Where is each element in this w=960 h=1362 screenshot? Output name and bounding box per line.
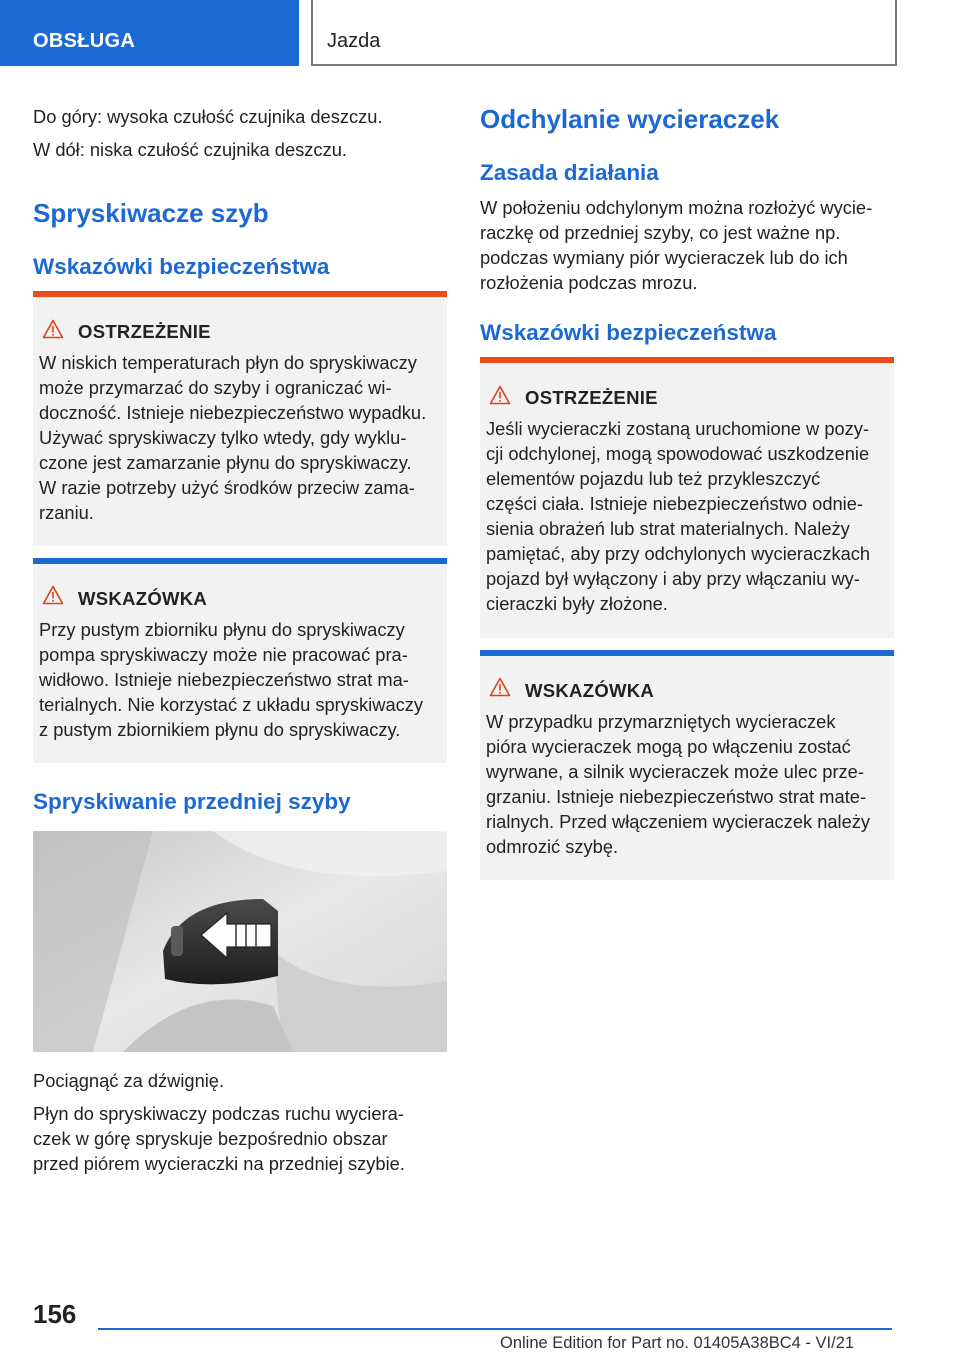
warning-line: W razie potrzeby użyć środków przeciw zama- — [39, 477, 415, 498]
note-line: rialnych. Przed włączeniem wycieraczek należy — [486, 811, 871, 832]
note-line: widłowo. Istnieje niebezpieczeństwo strat ma- — [39, 669, 409, 690]
warning-triangle-icon — [42, 319, 64, 339]
warning-line: Jeśli wycieraczki zostaną uruchomione w pozy- — [486, 418, 870, 439]
note-line: pióra wycieraczek mogą po włączeniu zostać — [486, 736, 851, 757]
warning-bar — [480, 357, 894, 363]
chapter-header — [311, 0, 897, 66]
warning-line: elementów pojazdu lub też przykleszczyć — [486, 468, 821, 489]
note-bar — [33, 558, 447, 564]
heading-safety-right: Wskazówki bezpieczeństwa — [480, 320, 777, 345]
note-box-wipers — [480, 650, 894, 880]
fluid-line: przed piórem wycieraczki na przedniej szybie. — [33, 1153, 405, 1174]
warning-line: części ciała. Istnieje niebezpieczeństwo odnie- — [486, 493, 863, 514]
note-bar — [480, 650, 894, 656]
note-title: WSKAZÓWKA — [525, 680, 655, 701]
principle-paragraph — [480, 195, 894, 295]
warning-box-washers — [33, 291, 447, 546]
fluid-line: czek w górę spryskuje bezpośrednio obszar — [33, 1128, 388, 1149]
footer-divider — [98, 1328, 892, 1330]
note-line: wyrwane, a silnik wycieraczek może ulec prze- — [486, 761, 864, 782]
section-title: OBSŁUGA — [33, 30, 136, 52]
warning-line: cieraczki były złożone. — [486, 593, 668, 614]
heading-fold-wipers: Odchylanie wycieraczek — [480, 104, 780, 134]
pull-lever-text: Pociągnąć za dźwignię. — [33, 1070, 225, 1091]
note-line: W przypadku przymarzniętych wycieraczek — [486, 711, 836, 732]
rain-sensor-up-text: Do góry: wysoka czułość czujnika deszczu. — [33, 106, 383, 127]
warning-line: cji odchylonej, mogą spowodować uszkodzenie — [486, 443, 870, 464]
wiper-lever-image — [33, 831, 447, 1052]
note-line: z pustym zbiornikiem płynu do spryskiwaczy. — [39, 719, 401, 740]
heading-principle: Zasada działania — [480, 160, 659, 185]
principle-line: rozłożenia podczas mrozu. — [480, 272, 698, 293]
principle-line: podczas wymiany piór wycieraczek lub do ich — [480, 247, 848, 268]
heading-front-washing: Spryskiwanie przedniej szyby — [33, 789, 351, 814]
warning-triangle-icon — [42, 585, 64, 605]
warning-line: doczność. Istnieje niebezpieczeństwo wypadku. — [39, 402, 427, 423]
note-line: pompa spryskiwaczy może nie pracować pra- — [39, 644, 408, 665]
warning-line: Używać spryskiwaczy tylko wtedy, gdy wyklu- — [39, 427, 407, 448]
heading-washers: Spryskiwacze szyb — [33, 198, 269, 228]
note-line: terialnych. Nie korzystać z układu spryskiwaczy — [39, 694, 424, 715]
warning-title: OSTRZEŻENIE — [525, 387, 658, 408]
warning-box-wipers — [480, 357, 894, 638]
chapter-title: Jazda — [327, 30, 381, 52]
principle-line: raczkę od przedniej szyby, co jest ważne np. — [480, 222, 841, 243]
heading-safety-left: Wskazówki bezpieczeństwa — [33, 254, 330, 279]
note-line: grzaniu. Istnieje niebezpieczeństwo strat mate- — [486, 786, 867, 807]
warning-line: sienia obrażeń lub strat materialnych. Należy — [486, 518, 850, 539]
warning-triangle-icon — [489, 677, 511, 697]
note-box-washers — [33, 558, 447, 763]
warning-line: rzaniu. — [39, 502, 94, 523]
warning-line: pamiętać, aby przy odchylonych wycieraczkach — [486, 543, 871, 564]
section-tab — [0, 0, 299, 66]
note-title: WSKAZÓWKA — [78, 588, 208, 609]
fluid-line: Płyn do spryskiwaczy podczas ruchu wyciera- — [33, 1103, 404, 1124]
warning-line: pojazd był wyłączony i aby przy włączaniu wy- — [486, 568, 860, 589]
note-line: Przy pustym zbiorniku płynu do spryskiwaczy — [39, 619, 405, 640]
warning-line: może przymarzać do szyby i ograniczać wi- — [39, 377, 392, 398]
edition-text: Online Edition for Part no. 01405A38BC4 - VI/21 — [500, 1334, 855, 1352]
page-number: 156 — [33, 1299, 77, 1329]
principle-line: W położeniu odchylonym można rozłożyć wycie- — [480, 197, 873, 218]
warning-line: W niskich temperaturach płyn do spryskiwaczy — [39, 352, 417, 373]
wiper-lever-illustration — [33, 831, 447, 1052]
fluid-paragraph — [33, 1101, 447, 1176]
warning-bar — [33, 291, 447, 297]
warning-line: czone jest zamarzanie płynu do spryskiwaczy. — [39, 452, 412, 473]
rain-sensor-down-text: W dół: niska czułość czujnika deszczu. — [33, 139, 347, 160]
warning-triangle-icon — [489, 385, 511, 405]
warning-title: OSTRZEŻENIE — [78, 321, 211, 342]
note-line: odmrozić szybę. — [486, 836, 619, 857]
